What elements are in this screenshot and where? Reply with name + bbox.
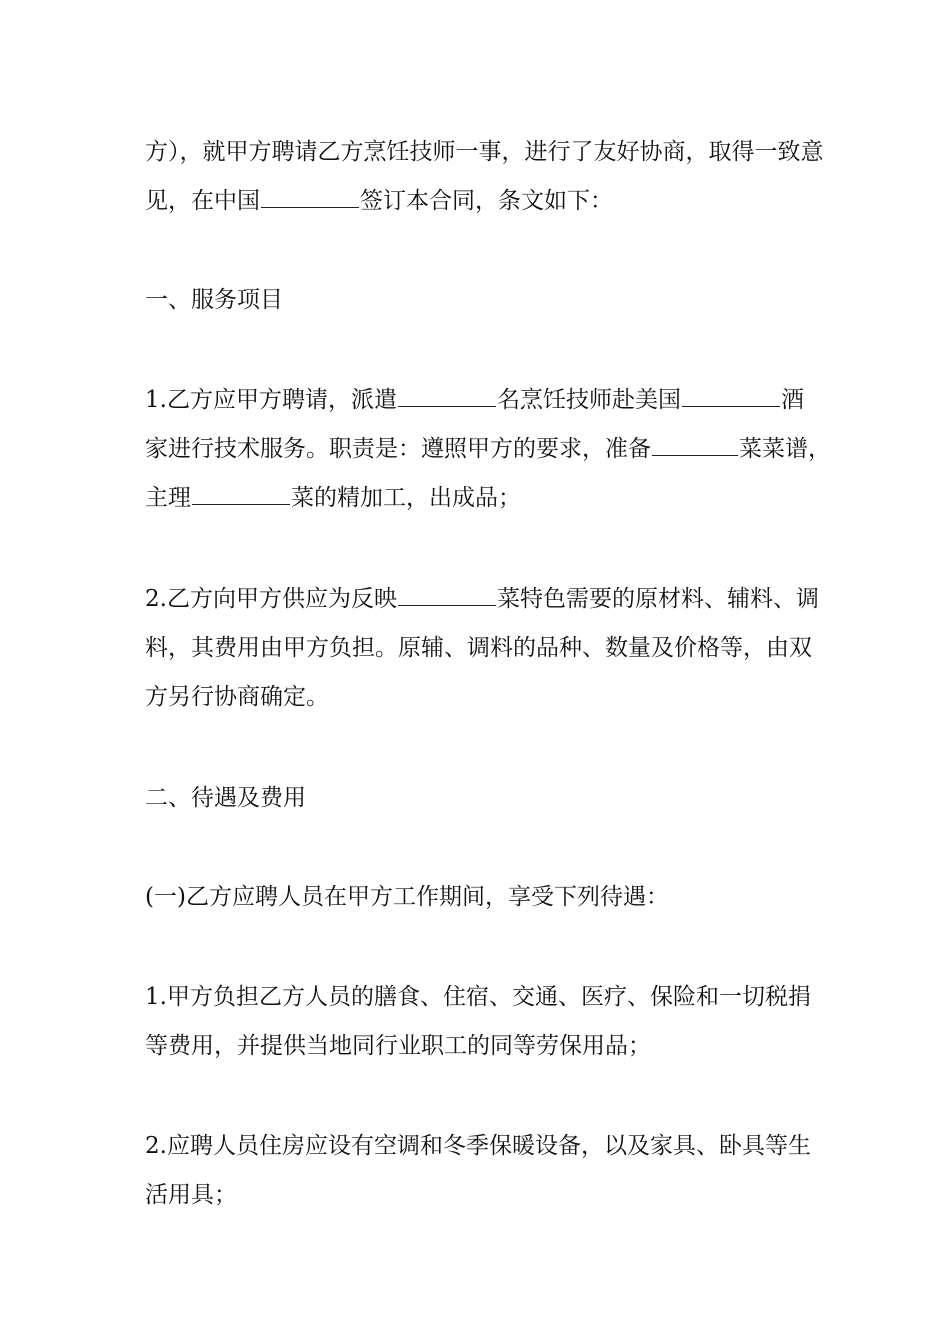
menu-cuisine-blank: [652, 454, 738, 456]
item-1-line-3: 主理 菜的精加工，出成品；: [145, 485, 521, 511]
item-2-line-2: 料，其费用由甲方负担。原辅、调料的品种、数量及价格等，由双: [145, 635, 812, 661]
item-2-line-1: 2.乙方向甲方供应为反映 菜特色需要的原材料、辅料、调: [145, 586, 819, 612]
technician-count-blank: [398, 405, 496, 407]
item-1-line-1: 1.乙方应甲方聘请，派遣 名烹饪技师赴美国 酒: [145, 387, 804, 413]
item-2-line-3: 方另行协商确定。: [145, 684, 329, 710]
location-blank: [261, 206, 359, 208]
cuisine-blank: [192, 503, 290, 505]
section-2-item-1: [145, 973, 825, 1071]
restaurant-name-blank: [682, 405, 780, 407]
cuisine-feature-blank: [398, 604, 496, 606]
section-1-item-1: [145, 376, 831, 523]
intro-line-1: 方），就甲方聘请乙方烹饪技师一事，进行了友好协商，取得一致意: [145, 139, 824, 165]
intro-paragraph: [145, 128, 825, 226]
benefits-item-2-line-2: 活用具；: [145, 1182, 237, 1208]
benefits-item-1-line-1: 1.甲方负担乙方人员的膳食、住宿、交通、医疗、保险和一切税捐: [145, 984, 811, 1010]
section-1-item-2: [145, 575, 825, 722]
section-2-item-2: [145, 1122, 825, 1220]
section-2-sub-1: (一)乙方应聘人员在甲方工作期间，享受下列待遇：: [145, 884, 669, 910]
benefits-item-2-line-1: 2.应聘人员住房应设有空调和冬季保暖设备，以及家具、卧具等生: [145, 1133, 811, 1159]
intro-line-2: 见，在中国 签订本合同，条文如下：: [145, 188, 613, 214]
section-1-heading: 一、服务项目: [145, 287, 283, 313]
benefits-item-1-line-2: 等费用，并提供当地同行业职工的同等劳保用品；: [145, 1033, 651, 1059]
item-1-line-2: 家进行技术服务。职责是：遵照甲方的要求，准备 菜菜谱，: [145, 436, 831, 462]
section-2-heading: 二、待遇及费用: [145, 785, 306, 811]
